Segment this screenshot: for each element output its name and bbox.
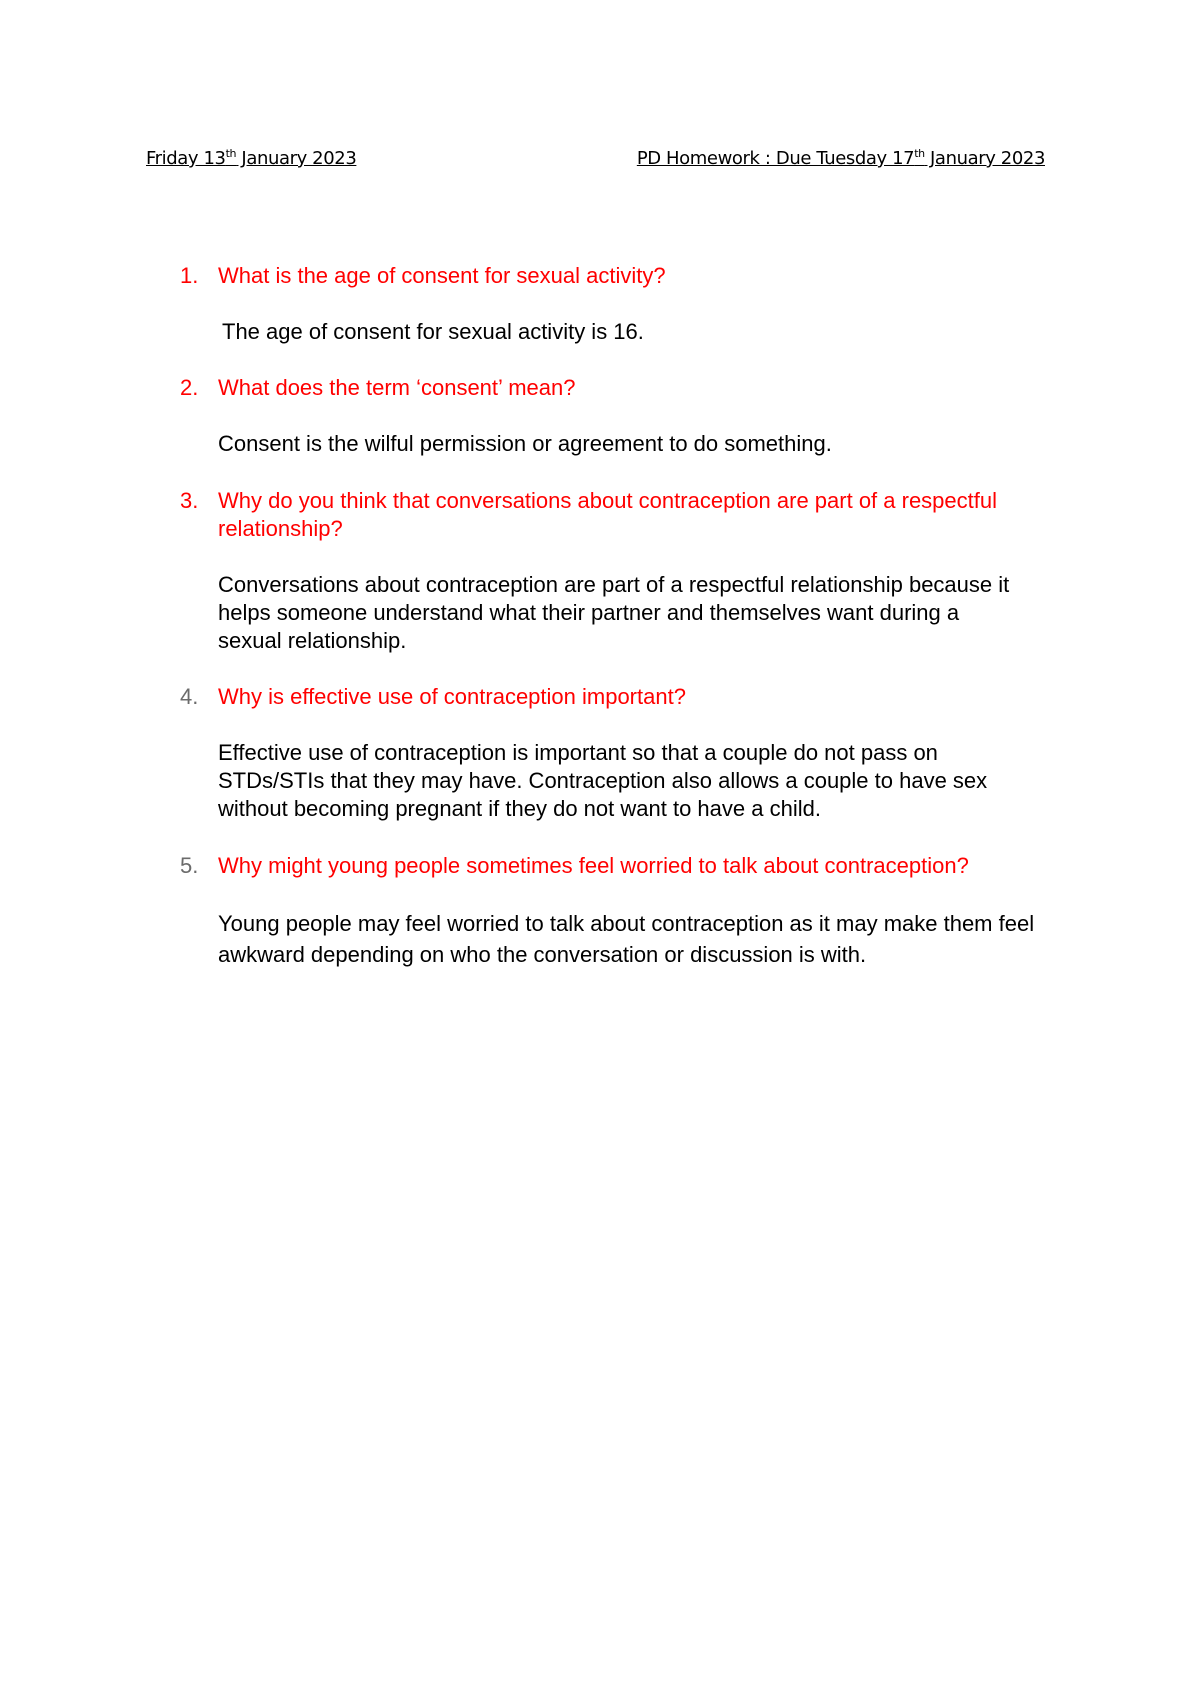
question-text: Why might young people sometimes feel worried to talk about contraception? [218, 853, 969, 878]
question-text: What does the term ‘consent’ mean? [218, 375, 576, 400]
question-number: 1. [180, 263, 199, 288]
header-title: PD Homework : Due Tuesday 17th January 2023 [636, 147, 1045, 169]
answer-text: The age of consent for sexual activity is 16. [222, 319, 644, 344]
answer-text: Effective use of contraception is important so that a couple do not pass on STDs/STIs that they may have. Contraception also allows a couple to have sex without becoming pregnant if they do not want to have a child. [218, 740, 988, 821]
question-text: Why is effective use of contraception important? [218, 684, 686, 709]
question-text: Why do you think that conversations about contraception are part of a respectful relationship? [218, 488, 998, 541]
header-date: Friday 13th January 2023 [146, 147, 357, 169]
answer-text: Consent is the wilful permission or agreement to do something. [218, 431, 832, 456]
answer-text: Young people may feel worried to talk about contraception as it may make them feel awkward depending on who the conversation or discussion is with. [218, 911, 1035, 967]
answer-text: Conversations about contraception are part of a respectful relationship because it helps someone understand what their partner and themselves want during a sexual relationship. [218, 572, 1010, 653]
question-number: 4. [180, 684, 199, 709]
question-number: 5. [180, 853, 199, 878]
question-text: What is the age of consent for sexual activity? [218, 263, 666, 288]
question-number: 3. [180, 488, 199, 513]
question-number: 2. [180, 375, 199, 400]
